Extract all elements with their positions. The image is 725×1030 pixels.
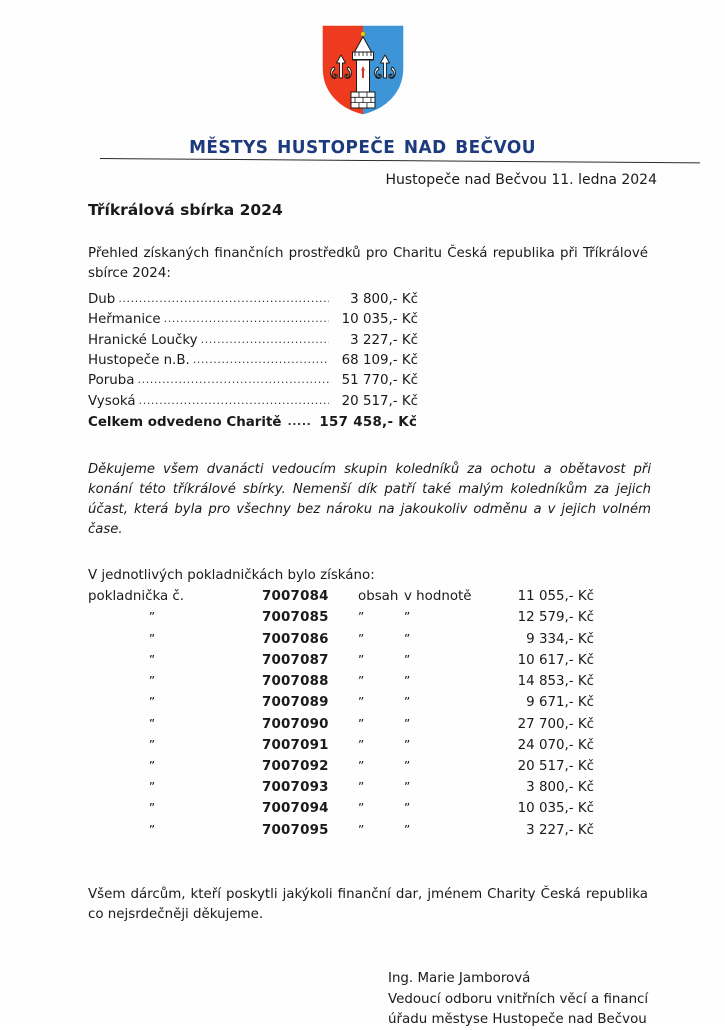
municipality-name: městys hustopeče nad bečvou bbox=[189, 130, 536, 159]
signature-block bbox=[88, 969, 665, 1030]
cashbox-desc-a: ” bbox=[358, 695, 365, 710]
total-row bbox=[88, 413, 418, 433]
cashbox-table bbox=[88, 586, 594, 841]
cashbox-desc-a: ” bbox=[358, 652, 365, 667]
letterhead bbox=[0, 0, 725, 159]
village-name: Vysoká bbox=[88, 393, 136, 409]
cashbox-amount: 9 671,- Kč bbox=[526, 695, 594, 711]
village-amount: 3 800,- Kč bbox=[350, 291, 418, 307]
cashbox-number: 7007090 bbox=[262, 716, 329, 732]
table-row bbox=[88, 629, 594, 650]
letter-body bbox=[88, 170, 665, 1030]
village-name: Dub bbox=[88, 291, 116, 307]
table-row bbox=[88, 671, 594, 692]
cashbox-desc-b: ” bbox=[404, 695, 411, 710]
cashbox-amount: 9 334,- Kč bbox=[526, 631, 594, 647]
cashbox-amount: 14 853,- Kč bbox=[517, 674, 594, 690]
dot-leader bbox=[201, 332, 329, 349]
dot-leader bbox=[193, 352, 329, 369]
table-row bbox=[88, 777, 594, 798]
village-amount: 20 517,- Kč bbox=[341, 393, 418, 409]
cashbox-label: ” bbox=[148, 737, 156, 752]
cashbox-desc-a: ” bbox=[358, 716, 365, 731]
cashbox-number: 7007085 bbox=[262, 610, 329, 626]
cashbox-number: 7007092 bbox=[262, 758, 329, 774]
dot-leader bbox=[139, 393, 329, 410]
table-row bbox=[88, 756, 594, 777]
dot-leader bbox=[138, 372, 330, 389]
village-row bbox=[88, 331, 418, 351]
cashbox-label: ” bbox=[148, 801, 156, 816]
village-row bbox=[88, 371, 418, 391]
cashbox-desc-b: ” bbox=[404, 780, 411, 795]
cashbox-desc-a: obsah bbox=[358, 589, 399, 605]
cashbox-desc-a: ” bbox=[358, 822, 365, 837]
total-amount: 157 458,- Kč bbox=[319, 415, 418, 431]
cashbox-number: 7007095 bbox=[262, 822, 329, 838]
cashbox-desc-b: ” bbox=[404, 674, 411, 689]
cashbox-desc-a: ” bbox=[358, 631, 365, 646]
cashbox-desc-a: ” bbox=[358, 674, 365, 689]
dot-leader bbox=[118, 291, 329, 308]
cashbox-number: 7007084 bbox=[262, 589, 329, 605]
cashbox-label: ” bbox=[148, 652, 156, 667]
cashbox-desc-b: v hodnotě bbox=[404, 589, 472, 605]
village-amount: 68 109,- Kč bbox=[341, 353, 418, 369]
table-row bbox=[88, 586, 594, 607]
village-amount: 51 770,- Kč bbox=[341, 373, 418, 389]
cashbox-label: ” bbox=[148, 822, 156, 837]
cashbox-intro: V jednotlivých pokladničkách bylo získáno: bbox=[88, 567, 375, 583]
village-row bbox=[88, 392, 418, 412]
table-row bbox=[88, 692, 594, 713]
total-label: Celkem odvedeno Charitě bbox=[88, 415, 282, 431]
village-donation-list bbox=[88, 290, 418, 434]
cashbox-desc-b: ” bbox=[404, 822, 411, 837]
village-name: Hranické Loučky bbox=[88, 332, 198, 348]
village-row bbox=[88, 310, 418, 330]
cashbox-desc-a: ” bbox=[358, 610, 365, 625]
table-row bbox=[88, 798, 594, 819]
table-row bbox=[88, 714, 594, 735]
cashbox-label: ” bbox=[148, 695, 156, 710]
cashbox-label: pokladnička č. bbox=[88, 589, 185, 605]
cashbox-number: 7007088 bbox=[262, 674, 329, 690]
signature-office: úřadu městyse Hustopeče nad Bečvou bbox=[388, 1011, 647, 1027]
village-name: Heřmanice bbox=[88, 312, 161, 328]
cashbox-amount: 11 055,- Kč bbox=[517, 589, 594, 605]
closing-paragraph: Všem dárcům, kteří poskytli jakýkoli finanční dar, jménem Charity Česká republika co nejsrdečněji děkujeme. bbox=[88, 886, 648, 923]
dateline: Hustopeče nad Bečvou 11. ledna 2024 bbox=[385, 172, 657, 188]
cashbox-label: ” bbox=[148, 674, 156, 689]
cashbox-desc-b: ” bbox=[404, 758, 411, 773]
cashbox-label: ” bbox=[148, 716, 156, 731]
cashbox-number: 7007086 bbox=[262, 631, 329, 647]
cashbox-label: ” bbox=[148, 780, 156, 795]
coat-of-arms-icon bbox=[319, 22, 407, 118]
thanks-paragraph: Děkujeme všem dvanácti vedoucím skupin koledníků za ochotu a obětavost při konání této tříkrálové sbírky. Nemenší dík patří také malým koledníkům za jejich účast, která byla pro všechny bez nároku na jakoukoliv odměnu a v jejich volném čase. bbox=[88, 461, 651, 537]
cashbox-label: ” bbox=[148, 631, 156, 646]
village-row bbox=[88, 290, 418, 310]
cashbox-amount: 27 700,- Kč bbox=[517, 716, 594, 732]
cashbox-amount: 20 517,- Kč bbox=[517, 758, 594, 774]
cashbox-amount: 10 617,- Kč bbox=[517, 652, 594, 668]
cashbox-number: 7007094 bbox=[262, 801, 329, 817]
village-name: Poruba bbox=[88, 373, 135, 389]
cashbox-number: 7007091 bbox=[262, 737, 329, 753]
cashbox-desc-b: ” bbox=[404, 716, 411, 731]
cashbox-desc-b: ” bbox=[404, 610, 411, 625]
intro-paragraph: Přehled získaných finančních prostředků pro Charitu Česká republika při Tříkrálové sbírce 2024: bbox=[88, 245, 648, 281]
cashbox-desc-b: ” bbox=[404, 801, 411, 816]
village-amount: 3 227,- Kč bbox=[350, 332, 418, 348]
cashbox-number: 7007093 bbox=[262, 780, 329, 796]
cashbox-label: ” bbox=[148, 610, 156, 625]
cashbox-desc-a: ” bbox=[358, 801, 365, 816]
dot-leader bbox=[164, 311, 329, 328]
cashbox-amount: 3 800,- Kč bbox=[526, 780, 594, 796]
cashbox-desc-b: ” bbox=[404, 631, 411, 646]
signature-role: Vedoucí odboru vnitřních věcí a financí bbox=[388, 991, 649, 1007]
table-row bbox=[88, 608, 594, 629]
village-amount: 10 035,- Kč bbox=[341, 312, 418, 328]
cashbox-number: 7007087 bbox=[262, 652, 329, 668]
village-row bbox=[88, 351, 418, 371]
cashbox-amount: 12 579,- Kč bbox=[517, 610, 594, 626]
cashbox-number: 7007089 bbox=[262, 695, 329, 711]
page-title: Tříkrálová sbírka 2024 bbox=[88, 201, 283, 220]
cashbox-amount: 10 035,- Kč bbox=[517, 801, 594, 817]
cashbox-desc-b: ” bbox=[404, 737, 411, 752]
cashbox-amount: 24 070,- Kč bbox=[517, 737, 594, 753]
cashbox-desc-a: ” bbox=[358, 758, 365, 773]
table-row bbox=[88, 650, 594, 671]
dot-leader bbox=[287, 414, 311, 431]
cashbox-desc-b: ” bbox=[404, 652, 411, 667]
cashbox-amount: 3 227,- Kč bbox=[526, 822, 594, 838]
table-row bbox=[88, 735, 594, 756]
village-name: Hustopeče n.B. bbox=[88, 353, 190, 369]
cashbox-label: ” bbox=[148, 758, 156, 773]
cashbox-desc-a: ” bbox=[358, 737, 365, 752]
signature-name: Ing. Marie Jamborová bbox=[388, 971, 531, 987]
cashbox-desc-a: ” bbox=[358, 780, 365, 795]
table-row bbox=[88, 820, 594, 841]
